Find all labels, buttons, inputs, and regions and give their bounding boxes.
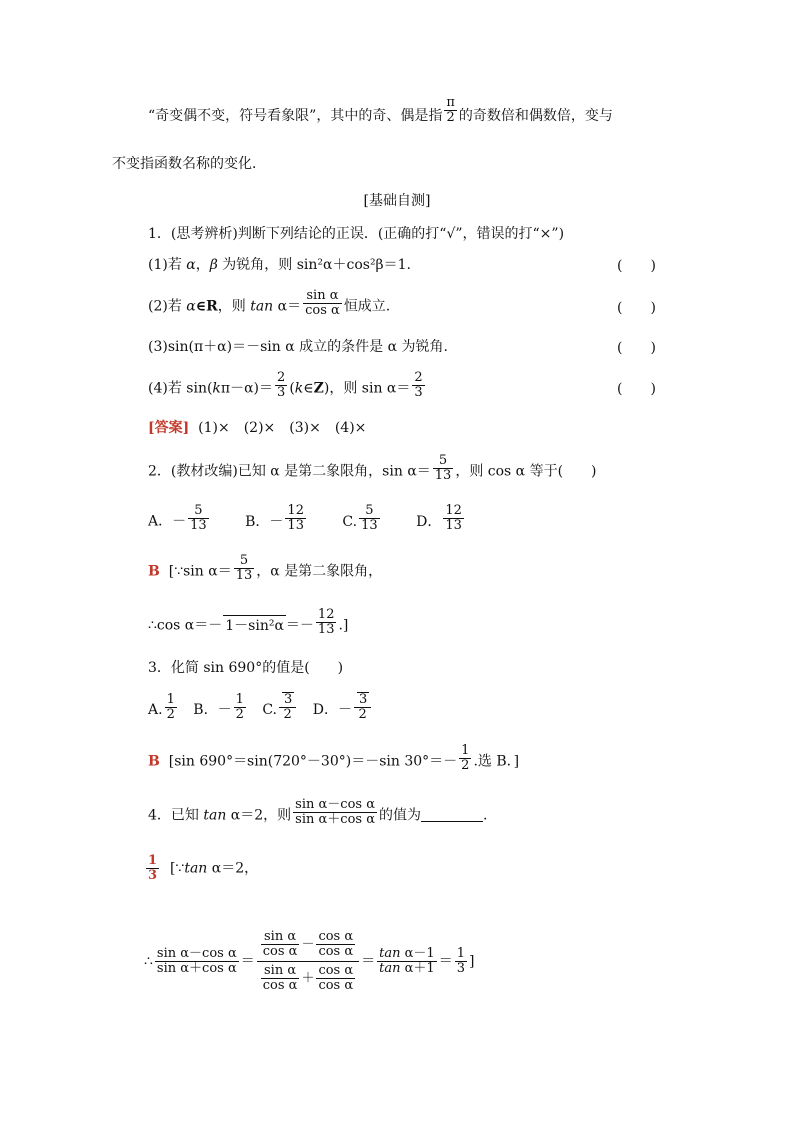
q4-stem: 4．已知 tan α＝2，则 $\frac{\text{sin α－cos α}}{\text{sin α＋cos α}}$ 的值为 .	[148, 797, 488, 827]
q1-item-1: (1)若 α，β 为锐角，则 sin²α＋cos²β＝1.	[148, 257, 412, 273]
q1-answer: [答案] (1)× (2)× (3)× (4)×	[148, 420, 367, 436]
q3-solution: B [sin 690°＝sin(720°－30°)＝－sin 30°＝－ $\frac{1}{2}$ .选 B．]	[148, 743, 520, 773]
answer-blank	[421, 807, 483, 822]
q2-stem: 2．(教材改编)已知 α 是第二象限角，sin α＝ $\frac{5}{13}$ ，则 cos α 等于( )	[148, 453, 597, 483]
q1-item-3: (3)sin(π＋α)＝－sin α 成立的条件是 α 为锐角.	[148, 339, 448, 355]
q4-answer: $\frac{1}{3}$ [∵tan α＝2，	[148, 853, 259, 883]
answer-paren-4: ( )	[617, 381, 656, 397]
answer-paren-3: ( )	[617, 340, 656, 356]
answer-paren-2: ( )	[617, 300, 656, 316]
q1-item-4: (4)若 sin(kπ－α)＝ $\frac{2}{3}$ (k∈Z)，则 sin α＝ $\frac{2}{3}$	[148, 370, 423, 400]
answer-paren-1: ( )	[617, 258, 656, 274]
q3-stem: 3．化简 sin 690°的值是( )	[148, 660, 344, 676]
q1-stem: 1．(思考辨析)判断下列结论的正误．(正确的打“√”，错误的打“×”)	[148, 226, 565, 242]
q2-solution-1: B [∵sin α＝ $\frac{5}{13}$ ，α 是第二象限角，	[148, 553, 383, 583]
intro-line-2: 不变指函数名称的变化．	[112, 156, 266, 172]
intro-line-1: “奇变偶不变，符号看象限”，其中的奇、偶是指 $\frac{\pi}{2}$ 的奇数倍和偶数倍，变与	[148, 94, 613, 125]
q2-options: A．－ $\frac{5}{13}$ B．－ $\frac{12}{13}$ C. $\frac{5}{13}$ D． $\frac{12}{13}$	[148, 503, 462, 533]
answer-label: [答案]	[148, 420, 190, 436]
q4-derivation: ∴ $\frac{\text{sin α－cos α}}{\text{sin α＋cos α}}$ ＝ $\frac{\text{sin α}}{\text{cos α}}$ － $\frac{\text{cos α}}{\text{cos α}}$ $\frac{\text{sin α}}{\text{cos α}}$ ＋ $\frac{\text{cos α}}{\text{cos α}}$ ＝ $\frac{\text{tan α－1}}{\text{tan α＋1}}$ ＝ $\frac{1}{3}$ ]	[144, 929, 475, 993]
q1-item-2: (2)若 α∈R，则 tan α＝ $\frac{\text{sin α}}{\text{cos α}}$ 恒成立.	[148, 288, 391, 318]
q3-options: A. $\frac{1}{2}$ B．－ $\frac{1}{2}$ C. $\frac{3}{2}$ D．－ $\frac{3}{2}$	[148, 698, 373, 722]
q2-solution-2: ∴cos α＝－ 1－sin²α ＝－ $\frac{12}{13}$ .]	[148, 607, 349, 637]
section-title: [基础自测]	[363, 193, 431, 209]
